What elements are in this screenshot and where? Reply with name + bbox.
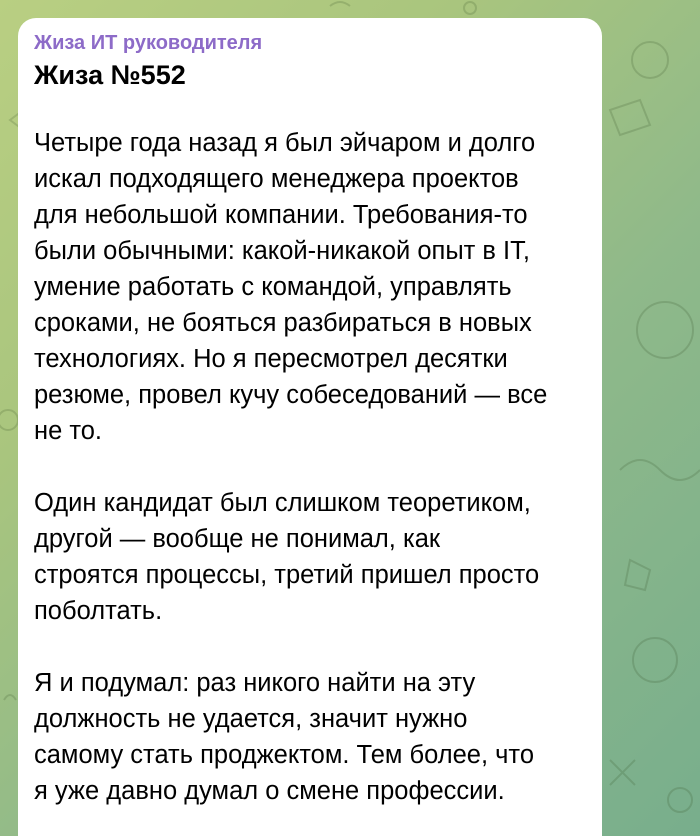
message-paragraph-1: [34, 125, 586, 449]
message-paragraph-2: [34, 485, 586, 629]
text-line: Один кандидат был слишком теоретиком,: [34, 489, 531, 517]
text-line: другой — вообще не понимал, как: [34, 525, 441, 553]
text-line: искал подходящего менеджера проектов: [34, 165, 519, 193]
message-bubble[interactable]: [18, 18, 602, 836]
text-line: самому стать проджектом. Тем более, что: [34, 741, 535, 769]
text-line: были обычными: какой-никакой опыт в IT,: [34, 237, 530, 265]
text-line: для небольшой компании. Требования-то: [34, 201, 528, 229]
text-line: резюме, провел кучу собеседований — все: [34, 381, 548, 409]
text-line: я уже давно думал о смене профессии.: [34, 777, 505, 805]
text-line: умение работать с командой, управлять: [34, 273, 512, 301]
text-line: не то.: [34, 417, 103, 445]
text-line: строятся процессы, третий пришел просто: [34, 561, 540, 589]
text-line: поболтать.: [34, 597, 163, 625]
text-line: Четыре года назад я был эйчаром и долго: [34, 129, 536, 157]
text-line: сроками, не бояться разбираться в новых: [34, 309, 532, 337]
text-line: технологиях. Но я пересмотрел десятки: [34, 345, 508, 373]
message-paragraph-3: [34, 665, 586, 809]
sender-name[interactable]: Жиза ИТ руководителя: [34, 32, 263, 54]
message-title: Жиза №552: [34, 60, 186, 90]
text-line: Я и подумал: раз никого найти на эту: [34, 669, 476, 697]
text-line: должность не удается, значит нужно: [34, 705, 468, 733]
